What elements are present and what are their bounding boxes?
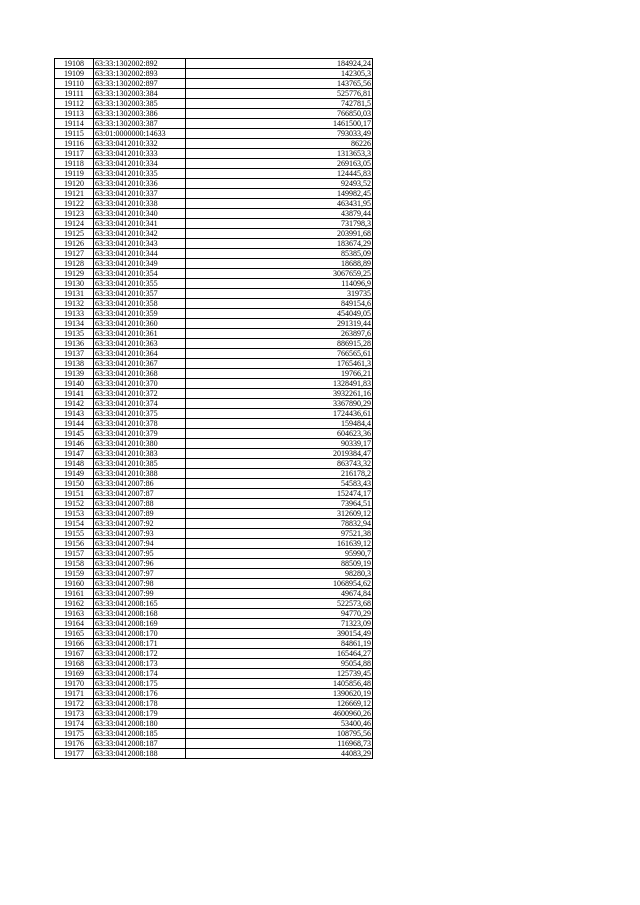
cadastral-value-cell: 78832,94	[186, 519, 373, 529]
cadastral-value-cell: 742781,5	[186, 99, 373, 109]
table-row	[55, 79, 373, 89]
table-row	[55, 399, 373, 409]
row-number-cell: 19123	[55, 209, 94, 219]
cadastral-number-cell: 63:33:1302003:386	[94, 109, 186, 119]
table-row	[55, 449, 373, 459]
table-row	[55, 269, 373, 279]
row-number-cell: 19119	[55, 169, 94, 179]
cadastral-number-cell: 63:33:0412008:171	[94, 639, 186, 649]
cadastral-value-cell: 3067659,25	[186, 269, 373, 279]
row-number-cell: 19129	[55, 269, 94, 279]
cadastral-number-cell: 63:33:0412008:169	[94, 619, 186, 629]
row-number-cell: 19164	[55, 619, 94, 629]
row-number-cell: 19168	[55, 659, 94, 669]
cadastral-number-cell: 63:33:0412010:355	[94, 279, 186, 289]
cadastral-value-cell: 1068954,62	[186, 579, 373, 589]
row-number-cell: 19153	[55, 509, 94, 519]
cadastral-value-cell: 886915,28	[186, 339, 373, 349]
cadastral-number-cell: 63:33:1302003:384	[94, 89, 186, 99]
row-number-cell: 19154	[55, 519, 94, 529]
row-number-cell: 19140	[55, 379, 94, 389]
cadastral-number-cell: 63:33:0412010:378	[94, 419, 186, 429]
cadastral-number-cell: 63:33:0412010:342	[94, 229, 186, 239]
row-number-cell: 19116	[55, 139, 94, 149]
row-number-cell: 19170	[55, 679, 94, 689]
table-row	[55, 99, 373, 109]
row-number-cell: 19162	[55, 599, 94, 609]
cadastral-number-cell: 63:33:0412008:175	[94, 679, 186, 689]
row-number-cell: 19120	[55, 179, 94, 189]
cadastral-value-cell: 312609,12	[186, 509, 373, 519]
cadastral-value-cell: 269163,05	[186, 159, 373, 169]
cadastral-number-cell: 63:33:0412008:185	[94, 729, 186, 739]
cadastral-value-cell: 84861,19	[186, 639, 373, 649]
row-number-cell: 19173	[55, 709, 94, 719]
row-number-cell: 19156	[55, 539, 94, 549]
row-number-cell: 19135	[55, 329, 94, 339]
row-number-cell: 19130	[55, 279, 94, 289]
table-row	[55, 599, 373, 609]
table-row	[55, 349, 373, 359]
row-number-cell: 19110	[55, 79, 94, 89]
cadastral-value-cell: 18688,89	[186, 259, 373, 269]
table-row	[55, 679, 373, 689]
cadastral-value-cell: 849154,6	[186, 299, 373, 309]
cadastral-number-cell: 63:33:0412010:372	[94, 389, 186, 399]
table-row	[55, 249, 373, 259]
cadastral-number-cell: 63:33:0412010:354	[94, 269, 186, 279]
row-number-cell: 19145	[55, 429, 94, 439]
cadastral-value-cell: 319735	[186, 289, 373, 299]
cadastral-value-cell: 44083,29	[186, 749, 373, 759]
cadastral-value-cell: 1765461,3	[186, 359, 373, 369]
cadastral-value-cell: 98280,3	[186, 569, 373, 579]
cadastral-number-cell: 63:33:0412010:385	[94, 459, 186, 469]
cadastral-number-cell: 63:33:0412010:388	[94, 469, 186, 479]
row-number-cell: 19151	[55, 489, 94, 499]
table-row	[55, 749, 373, 759]
cadastral-value-cell: 183674,29	[186, 239, 373, 249]
cadastral-number-cell: 63:33:1302002:897	[94, 79, 186, 89]
cadastral-number-cell: 63:33:0412010:368	[94, 369, 186, 379]
cadastral-value-cell: 126669,12	[186, 699, 373, 709]
row-number-cell: 19176	[55, 739, 94, 749]
table-row	[55, 329, 373, 339]
table-body	[55, 59, 373, 759]
table-row	[55, 299, 373, 309]
row-number-cell: 19117	[55, 149, 94, 159]
row-number-cell: 19132	[55, 299, 94, 309]
cadastral-number-cell: 63:33:0412007:89	[94, 509, 186, 519]
cadastral-value-cell: 525776,81	[186, 89, 373, 99]
row-number-cell: 19125	[55, 229, 94, 239]
cadastral-value-cell: 54583,43	[186, 479, 373, 489]
row-number-cell: 19126	[55, 239, 94, 249]
cadastral-value-cell: 88509,19	[186, 559, 373, 569]
cadastral-value-cell: 114096,9	[186, 279, 373, 289]
cadastral-value-cell: 125739,45	[186, 669, 373, 679]
table-row	[55, 499, 373, 509]
cadastral-value-cell: 863743,32	[186, 459, 373, 469]
table-row	[55, 309, 373, 319]
cadastral-number-cell: 63:33:0412010:334	[94, 159, 186, 169]
table-row	[55, 739, 373, 749]
table-row	[55, 699, 373, 709]
row-number-cell: 19152	[55, 499, 94, 509]
cadastral-value-cell: 73964,51	[186, 499, 373, 509]
cadastral-value-cell: 731798,3	[186, 219, 373, 229]
cadastral-value-cell: 203991,68	[186, 229, 373, 239]
cadastral-number-cell: 63:33:0412008:174	[94, 669, 186, 679]
table-row	[55, 119, 373, 129]
table-row	[55, 69, 373, 79]
cadastral-value-cell: 142305,3	[186, 69, 373, 79]
cadastral-number-cell: 63:33:0412010:364	[94, 349, 186, 359]
row-number-cell: 19147	[55, 449, 94, 459]
cadastral-value-cell: 149982,45	[186, 189, 373, 199]
cadastral-value-cell: 165464,27	[186, 649, 373, 659]
cadastral-value-cell: 161639,12	[186, 539, 373, 549]
cadastral-value-cell: 604623,36	[186, 429, 373, 439]
cadastral-number-cell: 63:33:0412010:343	[94, 239, 186, 249]
cadastral-number-cell: 63:33:0412008:188	[94, 749, 186, 759]
table-row	[55, 379, 373, 389]
cadastral-value-cell: 1724436,61	[186, 409, 373, 419]
table-row	[55, 389, 373, 399]
row-number-cell: 19124	[55, 219, 94, 229]
cadastral-value-cell: 793033,49	[186, 129, 373, 139]
table-row	[55, 129, 373, 139]
cadastral-value-cell: 95990,7	[186, 549, 373, 559]
cadastral-number-cell: 63:33:0412007:96	[94, 559, 186, 569]
table-row	[55, 619, 373, 629]
cadastral-value-cell: 92493,52	[186, 179, 373, 189]
cadastral-value-cell: 1390620,19	[186, 689, 373, 699]
table-row	[55, 109, 373, 119]
cadastral-number-cell: 63:33:0412010:341	[94, 219, 186, 229]
cadastral-number-cell: 63:33:0412010:338	[94, 199, 186, 209]
table-row	[55, 569, 373, 579]
table-row	[55, 319, 373, 329]
row-number-cell: 19148	[55, 459, 94, 469]
table-row	[55, 89, 373, 99]
row-number-cell: 19161	[55, 589, 94, 599]
cadastral-number-cell: 63:33:0412008:165	[94, 599, 186, 609]
cadastral-number-cell: 63:33:0412008:173	[94, 659, 186, 669]
row-number-cell: 19139	[55, 369, 94, 379]
row-number-cell: 19112	[55, 99, 94, 109]
table-row	[55, 139, 373, 149]
row-number-cell: 19138	[55, 359, 94, 369]
cadastral-number-cell: 63:33:0412008:168	[94, 609, 186, 619]
cadastral-number-cell: 63:01:0000000:14633	[94, 129, 186, 139]
cadastral-value-cell: 263897,6	[186, 329, 373, 339]
cadastral-number-cell: 63:33:0412007:94	[94, 539, 186, 549]
cadastral-number-cell: 63:33:0412010:363	[94, 339, 186, 349]
cadastral-value-cell: 2019384,47	[186, 449, 373, 459]
cadastral-number-cell: 63:33:0412007:93	[94, 529, 186, 539]
row-number-cell: 19159	[55, 569, 94, 579]
cadastral-value-cell: 90339,17	[186, 439, 373, 449]
cadastral-number-cell: 63:33:1302003:387	[94, 119, 186, 129]
row-number-cell: 19121	[55, 189, 94, 199]
cadastral-number-cell: 63:33:0412010:340	[94, 209, 186, 219]
row-number-cell: 19163	[55, 609, 94, 619]
row-number-cell: 19118	[55, 159, 94, 169]
row-number-cell: 19155	[55, 529, 94, 539]
cadastral-value-cell: 71323,09	[186, 619, 373, 629]
table-row	[55, 539, 373, 549]
table-row	[55, 639, 373, 649]
row-number-cell: 19134	[55, 319, 94, 329]
row-number-cell: 19128	[55, 259, 94, 269]
cadastral-value-cell: 19766,21	[186, 369, 373, 379]
row-number-cell: 19127	[55, 249, 94, 259]
row-number-cell: 19160	[55, 579, 94, 589]
cadastral-number-cell: 63:33:0412010:333	[94, 149, 186, 159]
cadastral-value-cell: 43879,44	[186, 209, 373, 219]
cadastral-number-cell: 63:33:0412010:336	[94, 179, 186, 189]
row-number-cell: 19109	[55, 69, 94, 79]
cadastral-number-cell: 63:33:0412007:95	[94, 549, 186, 559]
row-number-cell: 19113	[55, 109, 94, 119]
cadastral-number-cell: 63:33:0412008:176	[94, 689, 186, 699]
table-row	[55, 479, 373, 489]
cadastral-value-cell: 3367890,29	[186, 399, 373, 409]
cadastral-value-cell: 124445,83	[186, 169, 373, 179]
cadastral-value-cell: 116968,73	[186, 739, 373, 749]
table-row	[55, 439, 373, 449]
table-row	[55, 409, 373, 419]
row-number-cell: 19131	[55, 289, 94, 299]
row-number-cell: 19143	[55, 409, 94, 419]
cadastral-number-cell: 63:33:0412010:349	[94, 259, 186, 269]
cadastral-value-cell: 49674,84	[186, 589, 373, 599]
row-number-cell: 19142	[55, 399, 94, 409]
cadastral-value-cell: 522573,68	[186, 599, 373, 609]
table-row	[55, 179, 373, 189]
cadastral-number-cell: 63:33:0412010:370	[94, 379, 186, 389]
cadastral-number-cell: 63:33:0412010:374	[94, 399, 186, 409]
row-number-cell: 19108	[55, 59, 94, 69]
cadastral-value-cell: 4600960,26	[186, 709, 373, 719]
cadastral-value-cell: 108795,56	[186, 729, 373, 739]
row-number-cell: 19146	[55, 439, 94, 449]
table-row	[55, 219, 373, 229]
cadastral-number-cell: 63:33:0412007:97	[94, 569, 186, 579]
cadastral-number-cell: 63:33:1302002:893	[94, 69, 186, 79]
table-row	[55, 239, 373, 249]
cadastral-value-cell: 216178,2	[186, 469, 373, 479]
row-number-cell: 19166	[55, 639, 94, 649]
table-row	[55, 429, 373, 439]
table-row	[55, 359, 373, 369]
table-row	[55, 579, 373, 589]
cadastral-number-cell: 63:33:0412010:357	[94, 289, 186, 299]
table-row	[55, 149, 373, 159]
cadastral-number-cell: 63:33:0412008:178	[94, 699, 186, 709]
cadastral-number-cell: 63:33:0412010:383	[94, 449, 186, 459]
cadastral-value-cell: 390154,49	[186, 629, 373, 639]
table-row	[55, 719, 373, 729]
row-number-cell: 19157	[55, 549, 94, 559]
cadastral-value-cell: 184924,24	[186, 59, 373, 69]
table-row	[55, 689, 373, 699]
cadastral-value-cell: 454049,05	[186, 309, 373, 319]
cadastral-value-cell: 95054,88	[186, 659, 373, 669]
cadastral-number-cell: 63:33:0412008:172	[94, 649, 186, 659]
cadastral-number-cell: 63:33:0412007:88	[94, 499, 186, 509]
cadastral-number-cell: 63:33:0412008:170	[94, 629, 186, 639]
cadastral-number-cell: 63:33:0412010:344	[94, 249, 186, 259]
table-row	[55, 339, 373, 349]
table-row	[55, 549, 373, 559]
cadastral-value-cell: 1328491,83	[186, 379, 373, 389]
cadastral-number-cell: 63:33:0412010:380	[94, 439, 186, 449]
table-row	[55, 709, 373, 719]
cadastral-number-cell: 63:33:0412007:87	[94, 489, 186, 499]
cadastral-value-table	[54, 58, 373, 759]
table-row	[55, 369, 373, 379]
cadastral-value-cell: 291319,44	[186, 319, 373, 329]
cadastral-number-cell: 63:33:0412010:335	[94, 169, 186, 179]
table-row	[55, 59, 373, 69]
row-number-cell: 19158	[55, 559, 94, 569]
table-row	[55, 189, 373, 199]
table-row	[55, 629, 373, 639]
table-row	[55, 459, 373, 469]
cadastral-number-cell: 63:33:0412010:358	[94, 299, 186, 309]
cadastral-number-cell: 63:33:0412010:375	[94, 409, 186, 419]
cadastral-number-cell: 63:33:1302003:385	[94, 99, 186, 109]
table-row	[55, 659, 373, 669]
row-number-cell: 19174	[55, 719, 94, 729]
cadastral-value-cell: 1313653,3	[186, 149, 373, 159]
cadastral-value-cell: 159484,4	[186, 419, 373, 429]
cadastral-number-cell: 63:33:1302002:892	[94, 59, 186, 69]
table-row	[55, 559, 373, 569]
row-number-cell: 19141	[55, 389, 94, 399]
table-row	[55, 609, 373, 619]
row-number-cell: 19133	[55, 309, 94, 319]
table-row	[55, 259, 373, 269]
cadastral-number-cell: 63:33:0412010:332	[94, 139, 186, 149]
row-number-cell: 19111	[55, 89, 94, 99]
cadastral-number-cell: 63:33:0412008:180	[94, 719, 186, 729]
row-number-cell: 19136	[55, 339, 94, 349]
table-row	[55, 509, 373, 519]
cadastral-number-cell: 63:33:0412008:187	[94, 739, 186, 749]
table-row	[55, 209, 373, 219]
table-row	[55, 169, 373, 179]
cadastral-number-cell: 63:33:0412010:337	[94, 189, 186, 199]
cadastral-value-cell: 86226	[186, 139, 373, 149]
row-number-cell: 19137	[55, 349, 94, 359]
row-number-cell: 19144	[55, 419, 94, 429]
cadastral-value-cell: 85385,09	[186, 249, 373, 259]
cadastral-value-cell: 1461500,17	[186, 119, 373, 129]
table-row	[55, 469, 373, 479]
table-row	[55, 519, 373, 529]
cadastral-value-cell: 3932261,16	[186, 389, 373, 399]
cadastral-number-cell: 63:33:0412010:359	[94, 309, 186, 319]
table-row	[55, 729, 373, 739]
cadastral-value-cell: 97521,38	[186, 529, 373, 539]
table-row	[55, 229, 373, 239]
table-row	[55, 199, 373, 209]
row-number-cell: 19115	[55, 129, 94, 139]
row-number-cell: 19150	[55, 479, 94, 489]
cadastral-value-cell: 766850,03	[186, 109, 373, 119]
row-number-cell: 19122	[55, 199, 94, 209]
cadastral-number-cell: 63:33:0412010:360	[94, 319, 186, 329]
cadastral-number-cell: 63:33:0412007:92	[94, 519, 186, 529]
cadastral-value-cell: 463431,95	[186, 199, 373, 209]
row-number-cell: 19114	[55, 119, 94, 129]
row-number-cell: 19149	[55, 469, 94, 479]
cadastral-number-cell: 63:33:0412010:361	[94, 329, 186, 339]
cadastral-number-cell: 63:33:0412007:86	[94, 479, 186, 489]
cadastral-value-cell: 152474,17	[186, 489, 373, 499]
table-row	[55, 649, 373, 659]
row-number-cell: 19171	[55, 689, 94, 699]
row-number-cell: 19169	[55, 669, 94, 679]
table-row	[55, 289, 373, 299]
cadastral-value-cell: 53400,46	[186, 719, 373, 729]
row-number-cell: 19167	[55, 649, 94, 659]
cadastral-number-cell: 63:33:0412010:367	[94, 359, 186, 369]
cadastral-value-cell: 766565,61	[186, 349, 373, 359]
cadastral-number-cell: 63:33:0412008:179	[94, 709, 186, 719]
cadastral-number-cell: 63:33:0412007:98	[94, 579, 186, 589]
row-number-cell: 19177	[55, 749, 94, 759]
cadastral-value-cell: 94770,29	[186, 609, 373, 619]
cadastral-number-cell: 63:33:0412007:99	[94, 589, 186, 599]
table-row	[55, 279, 373, 289]
table-row	[55, 589, 373, 599]
table-row	[55, 489, 373, 499]
table-row	[55, 669, 373, 679]
cadastral-value-cell: 1405856,48	[186, 679, 373, 689]
table-row	[55, 159, 373, 169]
cadastral-number-cell: 63:33:0412010:379	[94, 429, 186, 439]
row-number-cell: 19165	[55, 629, 94, 639]
row-number-cell: 19172	[55, 699, 94, 709]
row-number-cell: 19175	[55, 729, 94, 739]
table-row	[55, 419, 373, 429]
table-row	[55, 529, 373, 539]
cadastral-value-cell: 143765,56	[186, 79, 373, 89]
